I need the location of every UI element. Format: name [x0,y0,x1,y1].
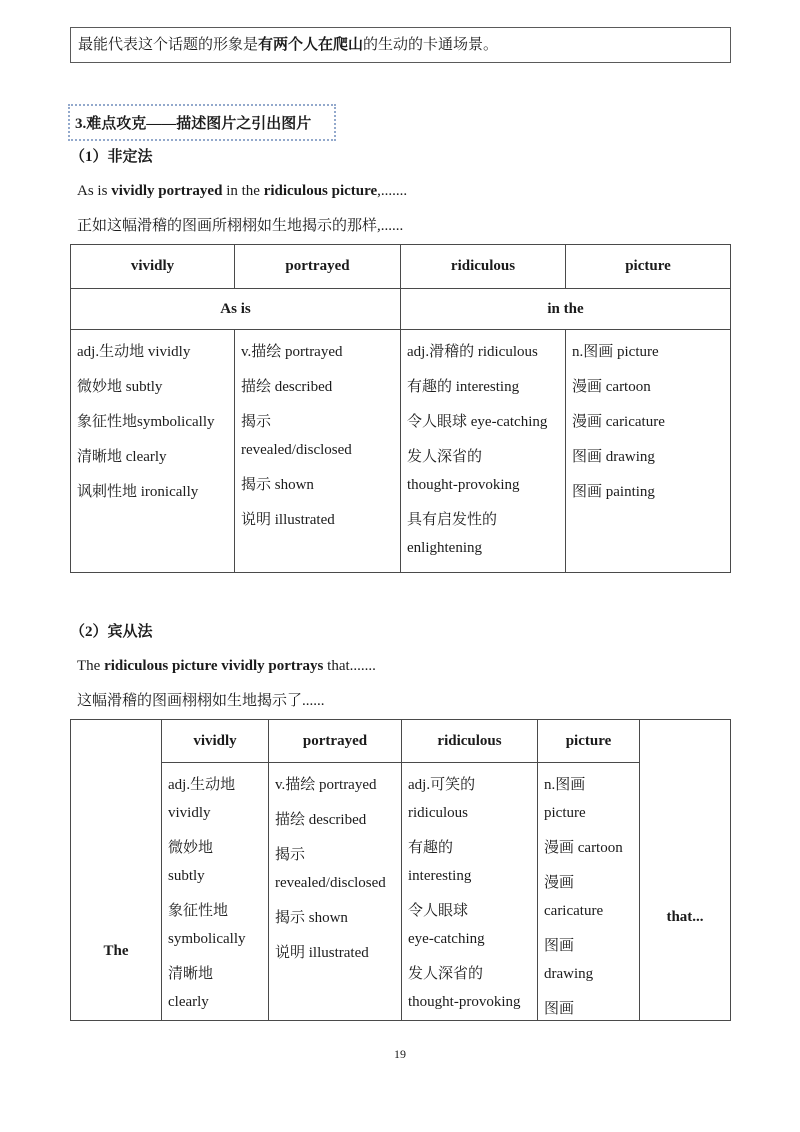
term-line: 图画 [544,938,575,954]
sentence-tail-cell: that... [640,720,731,1021]
term-line: 图画 [544,1001,575,1017]
term-line: eye-catching [408,931,485,947]
term-line: adj.可笑的 [408,777,476,793]
term-entry [241,506,397,534]
example-emphasis: ridiculous picture [263,183,378,199]
term-entry [168,960,265,1016]
vividly-options-cell [162,763,269,1021]
intro-text-end: 的生动的卡通场景。 [363,37,499,53]
term-entry [408,771,534,827]
portrayed-options-cell [269,763,402,1021]
table-header-cell: vividly [71,245,235,289]
term-entry [168,897,265,953]
term-entry [572,408,727,436]
term-line: 揭示 [275,847,306,863]
term-line: 图画 painting [572,484,655,500]
term-line: adj.生动地 [168,777,236,793]
term-line: subtly [168,868,205,884]
term-entry [407,443,562,499]
term-line: thought-provoking [408,994,521,1010]
term-line: 漫画 cartoon [572,379,651,395]
term-line: 清晰地 clearly [77,449,167,465]
term-line: 描绘 described [275,812,367,828]
term-line: 讽刺性地 ironically [77,484,199,500]
intro-box [70,27,731,63]
term-line: 漫画 [544,875,575,891]
term-line: thought-provoking [407,477,520,493]
term-entry [544,834,636,862]
term-line: 描绘 described [241,379,333,395]
table-header-cell: vividly [162,720,269,763]
term-entry [77,408,231,436]
term-entry [241,373,397,401]
term-line: 微妙地 subtly [77,379,163,395]
term-line: 说明 illustrated [241,512,335,528]
term-line: vividly [168,805,211,821]
term-entry [572,338,727,366]
page-number: 19 [394,1047,406,1061]
intro-text: 最能代表这个话题的形象是 [78,37,259,53]
term-entry [407,506,562,562]
term-entry [241,338,397,366]
term-line: n.图画 picture [572,344,659,360]
term-entry [275,904,398,932]
ridiculous-options-cell [401,330,566,573]
example-text: The [77,658,105,674]
picture-options-cell [566,330,731,573]
term-entry [275,806,398,834]
term-line: clearly [168,994,209,1010]
term-line: 令人眼球 [408,903,469,919]
term-entry [168,834,265,890]
sentence-lead-cell: The [71,720,162,1021]
example-text: in the [222,183,264,199]
term-line: 有趣的 interesting [407,379,520,395]
term-line: enlightening [407,540,482,556]
term-entry [77,373,231,401]
example-emphasis: vividly portrayed [111,183,223,199]
term-line: 漫画 cartoon [544,840,623,856]
term-line: n.图画 [544,777,586,793]
table-header-cell: picture [538,720,640,763]
term-entry [275,771,398,799]
table-header-cell: ridiculous [402,720,538,763]
example-text: As is [77,183,112,199]
part1-translation: 正如这幅滑稽的图画所栩栩如生地揭示的那样,...... [77,218,404,234]
term-line: revealed/disclosed [275,875,386,891]
term-line: 有趣的 [408,840,454,856]
part1-title: （1）非定法 [70,149,153,165]
term-line: v.描绘 portrayed [241,344,343,360]
term-entry [544,932,636,988]
term-entry [77,338,231,366]
term-entry [572,443,727,471]
term-entry [241,471,397,499]
part2-vocabulary-table [70,719,731,1021]
term-line: adj.生动地 vividly [77,344,191,360]
term-line: symbolically [168,931,246,947]
table-header-cell: ridiculous [401,245,566,289]
term-line: 图画 drawing [572,449,655,465]
term-entry [168,771,265,827]
term-line: interesting [408,868,472,884]
term-line: drawing [544,966,594,982]
picture-options-cell [538,763,640,1021]
section-heading [68,104,336,141]
term-entry [77,478,231,506]
term-line: caricature [544,903,604,919]
table-header-cell: portrayed [235,245,401,289]
term-entry [407,338,562,366]
term-line: ridiculous [408,805,468,821]
term-entry [77,443,231,471]
example-emphasis: ridiculous picture vividly portrays [104,658,324,674]
term-entry [408,834,534,890]
term-entry [544,771,636,827]
part1-vocabulary-table [70,244,731,573]
intro-emphasis: 有两个人在爬山 [258,37,364,53]
section-heading-text: 3.难点攻克——描述图片之引出图片 [75,116,312,132]
term-line: adj.滑稽的 ridiculous [407,344,538,360]
portrayed-options-cell [235,330,401,573]
table-header-cell: portrayed [269,720,402,763]
term-entry [275,841,398,897]
term-line: picture [544,805,586,821]
term-line: 揭示 [241,414,272,430]
term-line: 发人深省的 [408,966,484,982]
term-entry [241,408,397,464]
term-entry [572,478,727,506]
term-line: 象征性地symbolically [77,414,215,430]
part2-title: （2）宾从法 [70,624,153,640]
term-entry [544,995,636,1021]
table-header-cell: picture [566,245,731,289]
term-line: 象征性地 [168,903,229,919]
term-entry [544,869,636,925]
term-line: 微妙地 [168,840,214,856]
term-entry [407,408,562,436]
term-line: 清晰地 [168,966,214,982]
term-entry [572,373,727,401]
example-text: that....... [323,658,376,674]
term-entry [408,960,534,1016]
sentence-frame-cell: in the [401,289,731,330]
term-entry [407,373,562,401]
term-line: 漫画 caricature [572,414,665,430]
term-line: 具有启发性的 [407,512,498,528]
part1-example-sentence [77,181,407,201]
term-line: 揭示 shown [275,910,348,926]
example-text: ,....... [377,183,408,199]
term-entry [275,939,398,967]
part2-example-sentence [77,656,376,676]
term-line: v.描绘 portrayed [275,777,377,793]
term-line: 令人眼球 eye-catching [407,414,548,430]
term-line: 揭示 shown [241,477,314,493]
term-line: 说明 illustrated [275,945,369,961]
term-line: revealed/disclosed [241,442,352,458]
part2-translation: 这幅滑稽的图画栩栩如生地揭示了...... [77,693,325,709]
term-line: 发人深省的 [407,449,483,465]
term-entry [408,897,534,953]
vividly-options-cell [71,330,235,573]
ridiculous-options-cell [402,763,538,1021]
sentence-frame-cell: As is [71,289,401,330]
